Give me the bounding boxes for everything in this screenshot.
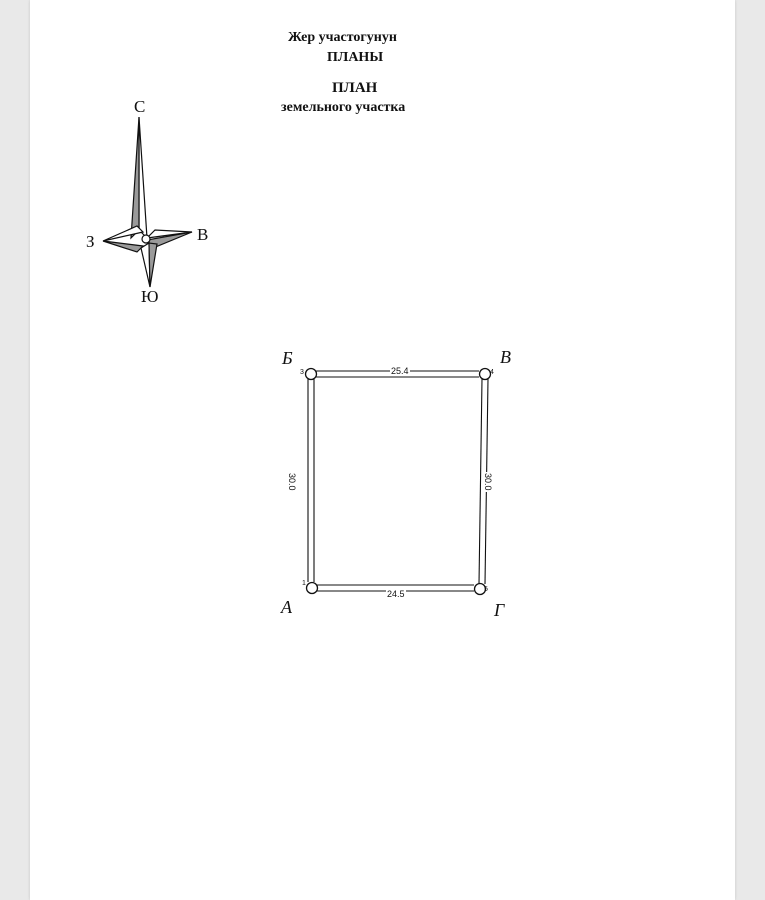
title-russian-plan: ПЛАН — [332, 80, 378, 96]
compass-west-label: З — [86, 232, 95, 251]
point-number-5: 5 — [484, 586, 488, 593]
length-top: 25.4 — [391, 366, 409, 376]
boundary-point-1 — [307, 583, 318, 594]
compass-south-label: Ю — [141, 287, 159, 306]
length-bottom: 24.5 — [387, 589, 405, 599]
corner-label-a: А — [281, 597, 292, 617]
boundary-point-4 — [480, 369, 491, 380]
compass-east-label: В — [197, 225, 209, 244]
title-russian-subtitle: земельного участка — [281, 100, 406, 115]
point-number-1: 1 — [302, 580, 306, 587]
plot-boundary — [308, 371, 488, 591]
boundary-point-3 — [306, 369, 317, 380]
length-left: 30.0 — [287, 473, 297, 491]
title-kyrgyz-plan: ПЛАНЫ — [327, 50, 384, 65]
length-right: 30.0 — [483, 473, 493, 491]
compass-north-label: С — [134, 97, 146, 116]
point-number-4: 4 — [490, 369, 494, 376]
corner-label-v: В — [500, 347, 511, 367]
title-kyrgyz: Жер участогунун — [288, 30, 397, 45]
corner-label-b: Б — [282, 348, 293, 368]
corner-label-g: Г — [494, 600, 505, 620]
point-number-3: 3 — [300, 369, 304, 376]
